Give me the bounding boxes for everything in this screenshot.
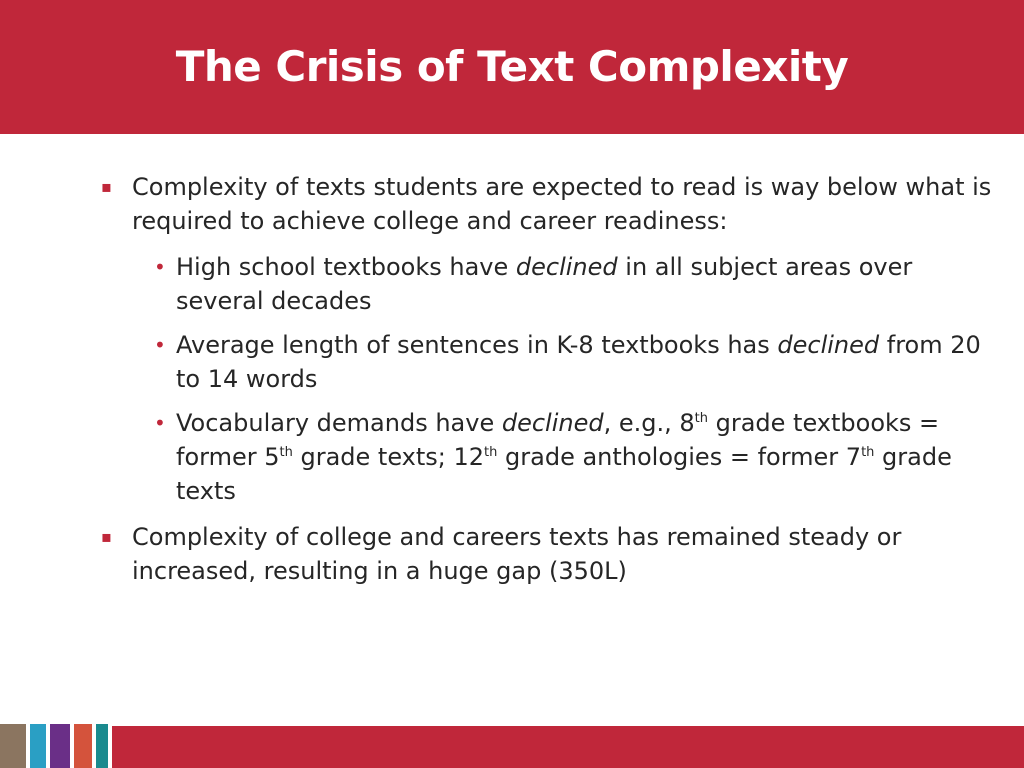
ordinal-superscript: th (861, 445, 875, 460)
slide-title: The Crisis of Text Complexity (175, 42, 849, 91)
text-segment: in all subject areas over several decades (176, 253, 913, 315)
ordinal-superscript: th (694, 411, 708, 426)
sub-bullet-text (176, 253, 912, 315)
bullet-text: Complexity of college and careers texts has remained steady or increased, resulting in a huge gap (350L) (132, 523, 902, 585)
stripe (30, 724, 46, 768)
ordinal-superscript: th (279, 445, 293, 460)
text-segment: grade anthologies = former 7 (497, 443, 862, 471)
bullet-text-complexity (99, 170, 999, 238)
dot-bullet-icon: • (154, 411, 166, 435)
sub-bullet-text (176, 331, 981, 393)
sub-bullet-vocabulary (99, 406, 999, 508)
stripe (74, 724, 92, 768)
text-segment: grade textbooks = former 5 (176, 409, 940, 471)
square-bullet-icon: ▪ (101, 177, 112, 196)
slide-body (99, 170, 999, 600)
ordinal-superscript: th (484, 445, 498, 460)
bullet-college-texts (99, 520, 999, 588)
stripe (50, 724, 70, 768)
sub-bullet-text (176, 409, 952, 505)
bullet-text: Complexity of texts students are expected to read is way below what is required to achieve college and career readiness: (132, 173, 992, 235)
stripe (96, 724, 108, 768)
text-segment: Average length of sentences in K-8 textbooks has (176, 331, 778, 359)
dot-bullet-icon: • (154, 333, 166, 357)
text-segment: grade texts (176, 443, 952, 505)
emphasis-text: declined (515, 253, 618, 281)
sub-bullet-textbooks (99, 250, 999, 318)
footer-bar (0, 726, 1024, 768)
emphasis-text: declined (777, 331, 880, 359)
footer-stripes-decoration (0, 724, 112, 768)
text-segment: , e.g., 8 (603, 409, 695, 437)
text-segment: High school textbooks have (176, 253, 516, 281)
dot-bullet-icon: • (154, 255, 166, 279)
sub-bullet-list (99, 250, 999, 508)
emphasis-text: declined (501, 409, 604, 437)
text-segment: grade texts; 12 (292, 443, 485, 471)
square-bullet-icon: ▪ (101, 527, 112, 546)
sub-bullet-sentence-length (99, 328, 999, 396)
text-segment: from 20 to 14 words (176, 331, 981, 393)
text-segment: Vocabulary demands have (176, 409, 502, 437)
stripe (0, 724, 26, 768)
